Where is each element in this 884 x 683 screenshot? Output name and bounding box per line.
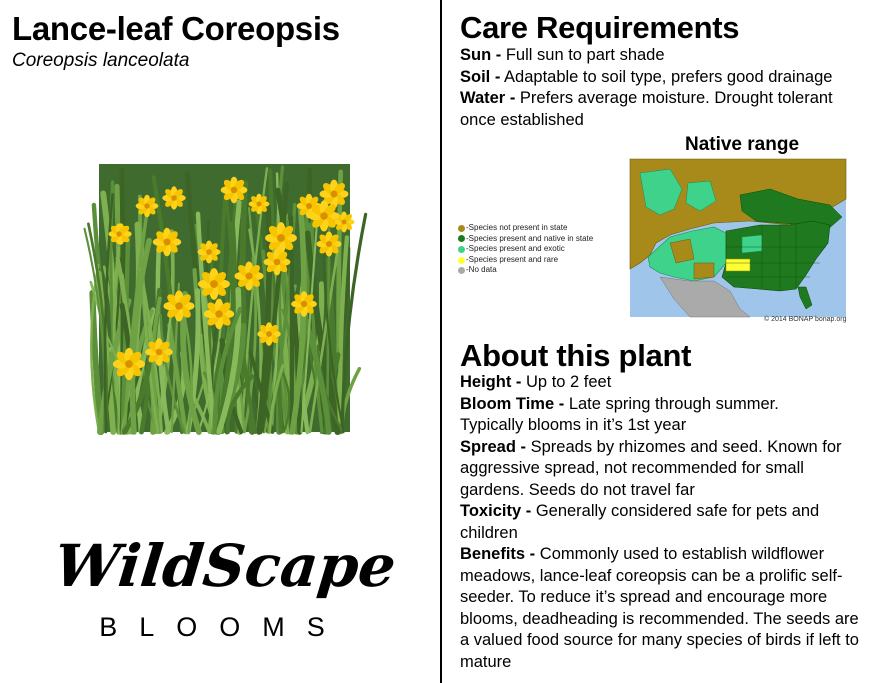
legend-label: -Species present and rare <box>466 254 559 264</box>
flower <box>164 291 195 322</box>
legend-swatch <box>458 257 465 264</box>
benefits-text: Commonly used to establish wildflower meadows, lance-leaf coreopsis can be a prolific self-seeder. To reduce it’s spread and encourage more blooms, deadheading is recommended. The seeds are a valued food source for many species of birds if left to mature <box>460 545 859 671</box>
svg-text:BLOOMS: BLOOMS <box>99 612 347 642</box>
height-text: Up to 2 feet <box>526 373 612 391</box>
bloom-row <box>460 394 832 437</box>
plant-photo <box>99 164 350 432</box>
legend-item <box>458 244 593 255</box>
legend-label: -Species not present in state <box>466 223 568 232</box>
flower <box>198 268 230 300</box>
flower <box>291 291 317 317</box>
flower <box>198 241 221 264</box>
toxicity-text: Generally considered safe for pets and children <box>460 502 820 542</box>
flower <box>234 262 263 291</box>
sun-text: Full sun to part shade <box>505 46 665 64</box>
about-list <box>460 372 872 673</box>
legend-swatch <box>458 267 465 274</box>
legend-item <box>458 234 593 245</box>
about-heading: About this plant <box>460 338 692 373</box>
toxicity-row <box>460 501 872 544</box>
legend-swatch <box>458 235 465 242</box>
flower <box>162 186 185 209</box>
flower <box>136 195 159 218</box>
range-legend <box>458 223 593 276</box>
flower <box>153 228 181 256</box>
toxicity-label: Toxicity - <box>460 502 532 520</box>
flower <box>145 338 173 366</box>
flower <box>108 223 129 244</box>
benefits-label: Benefits - <box>460 545 536 563</box>
spread-text: Spreads by rhizomes and seed. Known for aggressive spread, not recommended for small gardens. Seeds do not travel far <box>460 437 842 499</box>
legend-swatch <box>458 225 465 232</box>
spread-label: Spread - <box>460 437 527 456</box>
legend-item <box>458 265 593 276</box>
plant-common-name: Lance-leaf Coreopsis <box>12 10 340 47</box>
legend-label: -Species present and native in state <box>466 233 594 243</box>
water-text: Prefers average moisture. Drought tolerant once established <box>460 89 833 129</box>
wildscape-logo <box>51 510 400 650</box>
bloom-text: Late spring through summer. Typically blooms in it’s 1st year <box>460 394 779 434</box>
soil-text: Adaptable to soil type, prefers good drainage <box>504 67 833 86</box>
water-label: Water - <box>460 89 516 107</box>
height-row <box>460 372 872 394</box>
soil-label: Soil - <box>460 67 501 86</box>
svg-text:WildScape: WildScape <box>51 531 400 600</box>
map-credit: © 2014 BONAP bonap.org <box>764 316 847 323</box>
right-panel <box>442 0 884 683</box>
care-heading: Care Requirements <box>460 10 740 45</box>
plant-scientific-name: Coreopsis lanceolata <box>12 50 190 71</box>
benefits-row <box>460 544 872 673</box>
flower <box>309 201 340 232</box>
flower <box>257 322 281 346</box>
care-list <box>460 45 880 131</box>
flower <box>113 348 145 380</box>
flower <box>204 299 234 329</box>
soil-row <box>460 67 880 89</box>
sun-row <box>460 45 880 67</box>
spread-row <box>460 437 872 502</box>
bloom-label: Bloom Time - <box>460 394 565 413</box>
left-panel <box>0 0 440 683</box>
legend-item <box>458 255 593 266</box>
legend-label: -No data <box>466 265 497 275</box>
sun-label: Sun - <box>460 46 502 64</box>
legend-item <box>458 223 593 234</box>
flower <box>221 177 248 204</box>
legend-label: -Species present and exotic <box>466 244 565 254</box>
height-label: Height - <box>460 373 522 391</box>
flower <box>317 232 342 257</box>
water-row <box>460 88 870 131</box>
native-range-map <box>630 159 846 317</box>
flower <box>264 249 291 276</box>
legend-swatch <box>458 246 465 253</box>
native-range-heading: Native range <box>684 134 800 155</box>
flower <box>249 194 270 215</box>
flower <box>265 222 297 254</box>
